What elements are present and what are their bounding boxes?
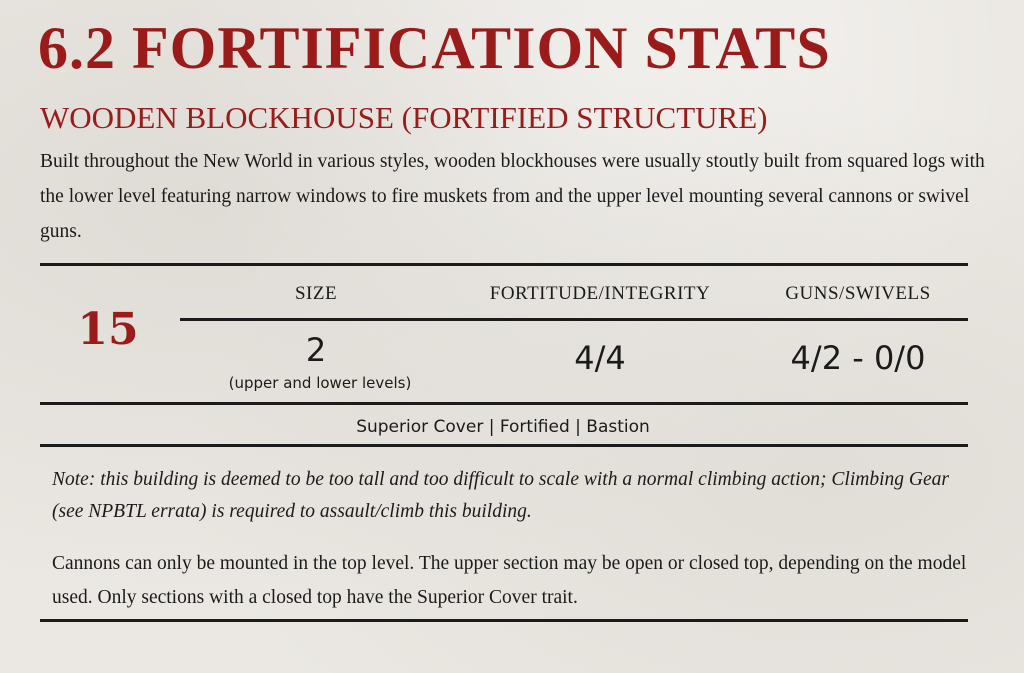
stat-header-rule — [180, 318, 968, 321]
stat-values-rule — [40, 402, 968, 405]
section-subtitle: WOODEN BLOCKHOUSE (FORTIFIED STRUCTURE) — [40, 100, 768, 135]
bottom-rule — [40, 619, 968, 622]
fortitude-integrity-header: FORTITUDE/INTEGRITY — [489, 283, 711, 304]
cannons-paragraph: Cannons can only be mounted in the top level. The upper section may be open or closed top, depending on the model used. Only sections with a closed top have the Superior Cover trait. — [52, 553, 967, 608]
traits-list: Superior Cover | Fortified | Bastion — [356, 417, 650, 437]
size-value-note: (upper and lower levels) — [228, 374, 412, 392]
guns-swivels-header: GUNS/SWIVELS — [785, 283, 931, 304]
climbing-note: Note: this building is deemed to be too tall and too difficult to scale with a normal climbing action; Climbing Gear (see NPBTL errata) is required to assault/climb this building. — [52, 469, 949, 522]
guns-swivels-value: 4/2 - 0/0 — [790, 339, 926, 377]
size-value: 2 — [305, 331, 327, 369]
traits-rule — [40, 444, 968, 447]
page-title: 6.2 FORTIFICATION STATS — [38, 15, 831, 81]
size-header: SIZE — [294, 283, 338, 304]
fortitude-integrity-value: 4/4 — [574, 339, 626, 377]
stat-block-top-rule — [40, 263, 968, 266]
points-cost: 15 — [77, 304, 139, 355]
intro-paragraph: Built throughout the New World in various styles, wooden blockhouses were usually stoutly built from squared logs with the lower level featuring narrow windows to fire muskets from and the upper level mounting several cannons or swivel guns. — [40, 151, 985, 242]
